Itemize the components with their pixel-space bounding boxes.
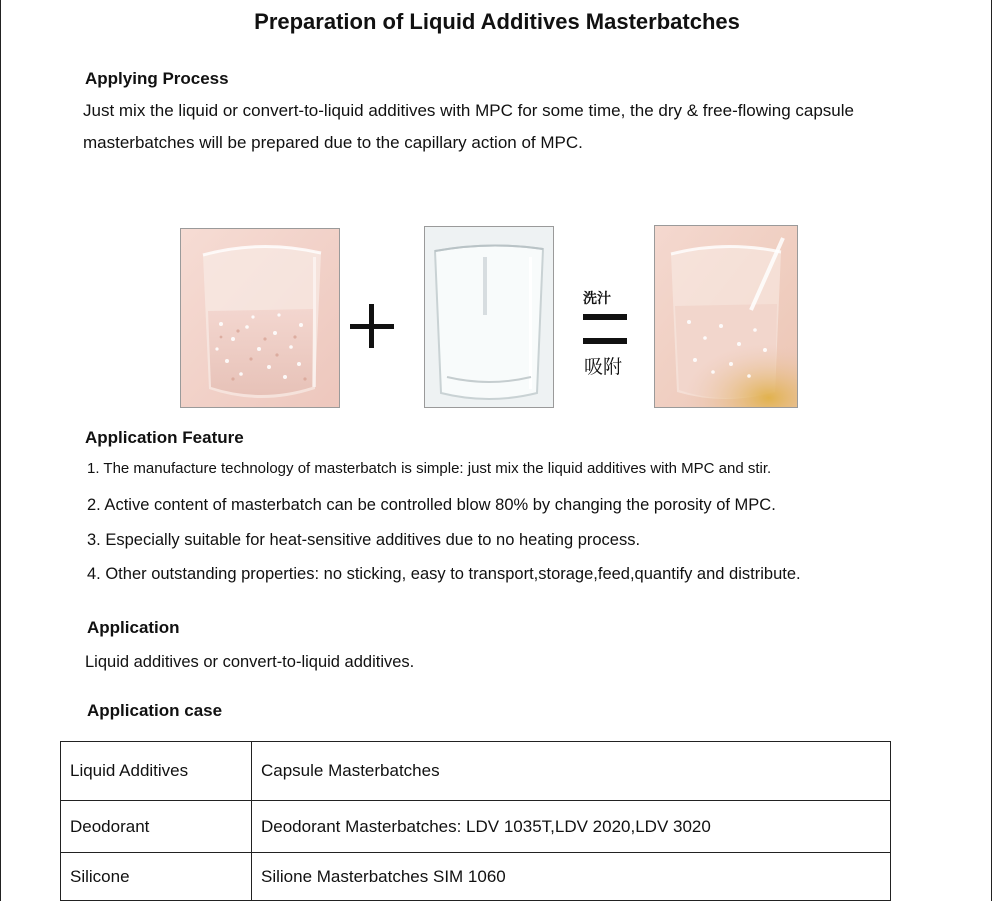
beaker-photo-masterbatch [654, 225, 798, 408]
application-feature-heading: Application Feature [85, 428, 244, 447]
beaker-photo-granules [180, 228, 340, 408]
equals-bottom-label: 吸附 [584, 356, 623, 378]
feature-item: 4. Other outstanding properties: no sticking, easy to transport,storage,feed,quantify and distribute. [87, 565, 801, 583]
table-cell: Silicone [61, 853, 252, 901]
table-cell: Silione Masterbatches SIM 1060 [252, 853, 891, 901]
page-title: Preparation of Liquid Additives Masterbatches [254, 9, 740, 34]
table-row [61, 742, 891, 801]
table-cell: Capsule Masterbatches [252, 742, 891, 801]
plus-sign [350, 304, 396, 350]
table-cell: Liquid Additives [61, 742, 252, 801]
application-case-heading: Application case [87, 701, 223, 720]
applying-process-line-1: Just mix the liquid or convert-to-liquid additives with MPC for some time, the dry & free-flowing capsule [83, 101, 854, 120]
table-cell: Deodorant Masterbatches: LDV 1035T,LDV 2020,LDV 3020 [252, 801, 891, 853]
table-cell: Deodorant [61, 801, 252, 853]
applying-process-line-2: masterbatches will be prepared due to the capillary action of MPC. [83, 133, 583, 152]
equals-bar-bottom [583, 338, 627, 344]
feature-item: 3. Especially suitable for heat-sensitive additives due to no heating process. [87, 531, 641, 549]
application-text: Liquid additives or convert-to-liquid additives. [85, 653, 415, 671]
application-heading: Application [87, 618, 180, 637]
feature-item: 1. The manufacture technology of masterbatch is simple: just mix the liquid additives with MPC and stir. [87, 460, 772, 477]
equals-bar-top [583, 314, 627, 320]
equals-top-label: 洗汁 [583, 291, 611, 307]
process-figure [0, 222, 994, 412]
feature-item: 2. Active content of masterbatch can be controlled blow 80% by changing the porosity of MPC. [87, 496, 776, 514]
application-case-table [60, 741, 891, 901]
page-border-left [0, 0, 1, 901]
page-border-right [991, 0, 992, 901]
table-row [61, 801, 891, 853]
applying-process-heading: Applying Process [85, 69, 229, 88]
table-row [61, 853, 891, 901]
beaker-photo-empty [424, 226, 554, 408]
